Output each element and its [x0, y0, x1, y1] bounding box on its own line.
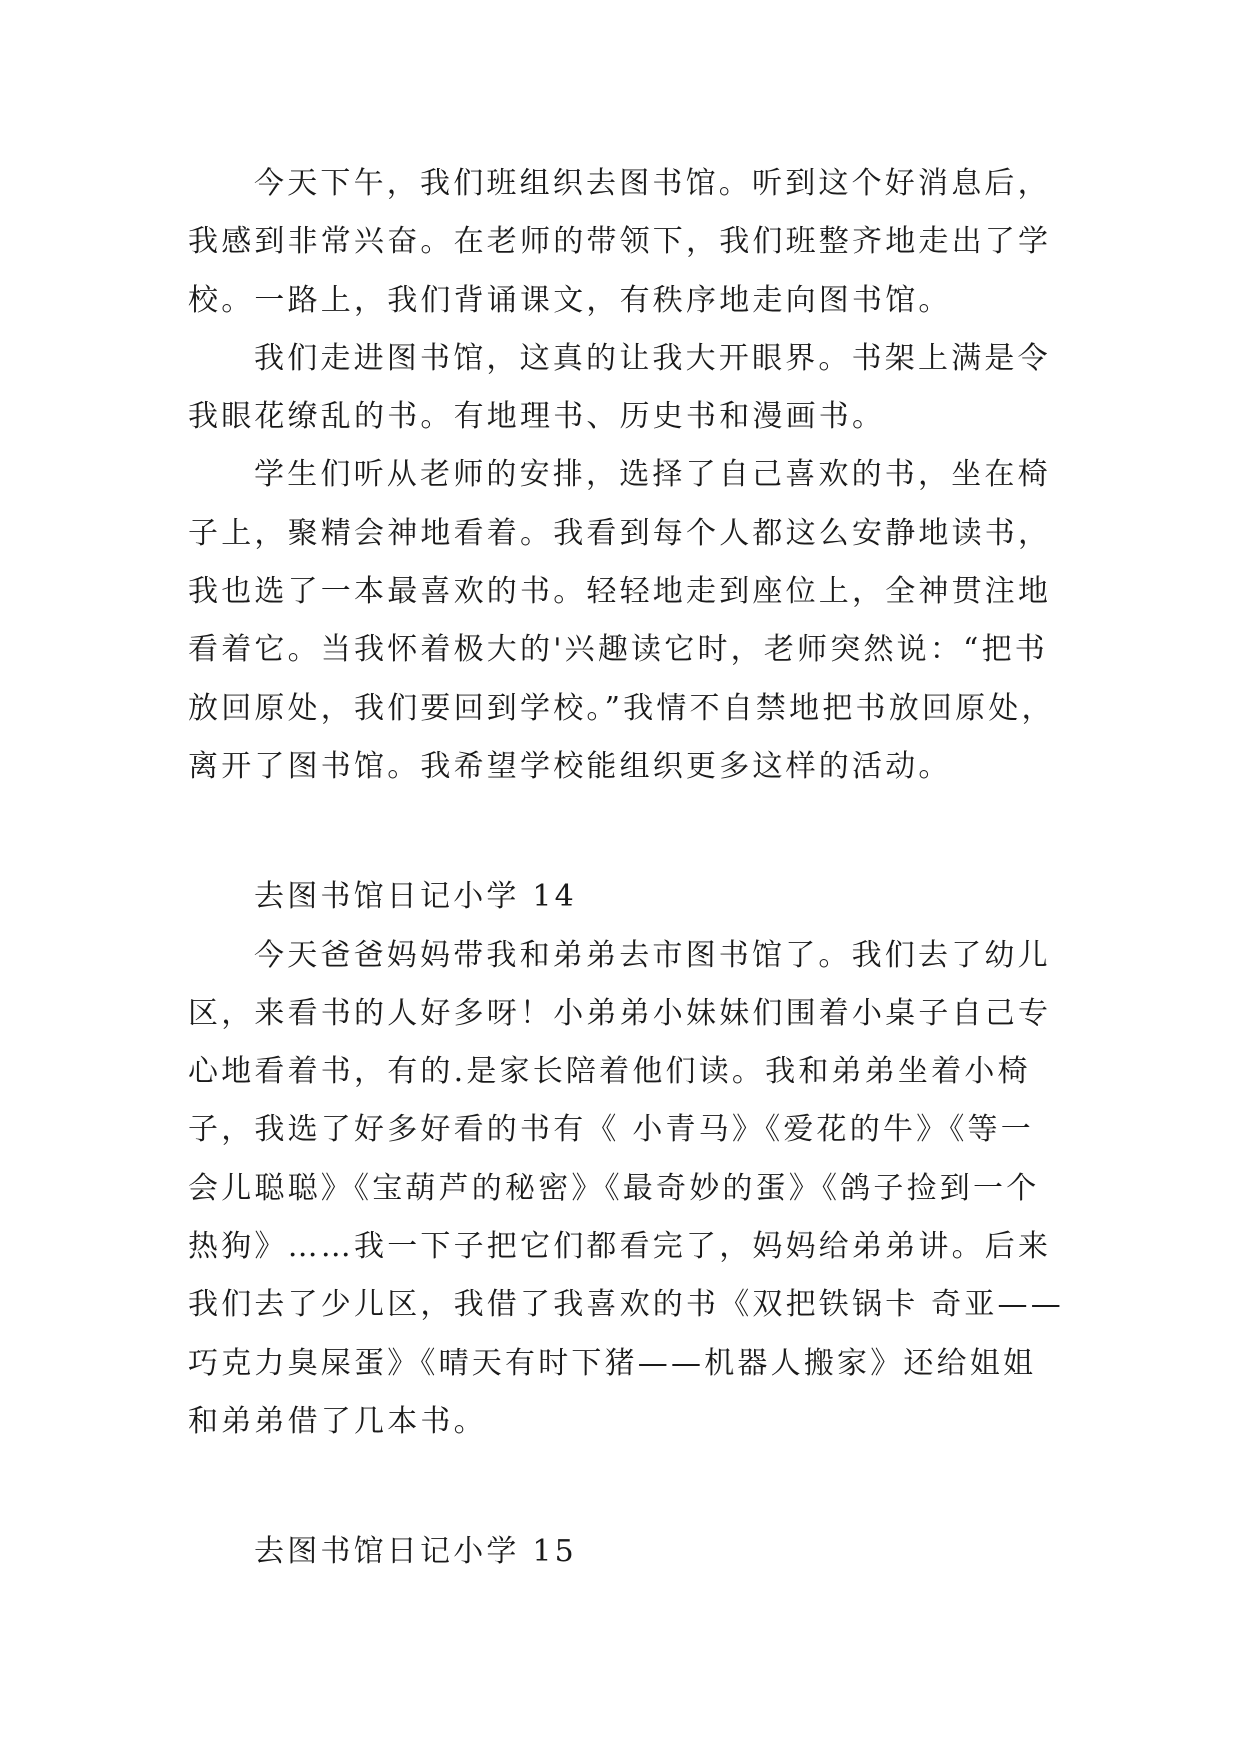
- text-line: 看着它。当我怀着极大的'兴趣读它时，老师突然说：“把书: [188, 632, 1048, 668]
- text-line: 离开了图书馆。我希望学校能组织更多这样的活动。: [188, 748, 952, 784]
- section-gap: [188, 796, 1058, 868]
- text-line: 心地看着书，有的.是家长陪着他们读。我和弟弟坐着小椅: [188, 1054, 1031, 1090]
- paragraph-city-library: [188, 927, 1064, 1452]
- text-line: 巧克力臭屎蛋》《晴天有时下猪——机器人搬家》还给姐姐: [188, 1345, 1037, 1381]
- text-line: 和弟弟借了几本书。: [188, 1403, 487, 1439]
- document-page: [188, 155, 1064, 1582]
- paragraph-library-trip: [188, 155, 1058, 330]
- text-line: 热狗》……我一下子把它们都看完了，妈妈给弟弟讲。后来: [188, 1229, 1052, 1265]
- text-line: 我也选了一本最喜欢的书。轻轻地走到座位上，全神贯注地: [188, 574, 1052, 610]
- text-line: 今天爸爸妈妈带我和弟弟去市图书馆了。我们去了幼儿: [254, 937, 1051, 973]
- text-line: 我们走进图书馆，这真的让我大开眼界。书架上满是令: [254, 340, 1051, 376]
- text-line: 学生们听从老师的安排，选择了自己喜欢的书，坐在椅: [254, 457, 1051, 493]
- section-gap: [188, 1451, 1058, 1523]
- section-heading-15: 去图书馆日记小学 15: [254, 1534, 577, 1570]
- section-heading-14: 去图书馆日记小学 14: [254, 879, 577, 915]
- text-line: 区，来看书的人好多呀！小弟弟小妹妹们围着小桌子自己专: [188, 995, 1052, 1031]
- paragraph-reading: [188, 446, 1058, 796]
- text-line: 今天下午，我们班组织去图书馆。听到这个好消息后，: [254, 166, 1051, 201]
- text-line: 校。一路上，我们背诵课文，有秩序地走向图书馆。: [188, 282, 952, 318]
- text-line: 放回原处，我们要回到学校。”我情不自禁地把书放回原处，: [188, 690, 1055, 726]
- text-line: 会儿聪聪》《宝葫芦的秘密》《最奇妙的蛋》《鸽子捡到一个: [188, 1170, 1040, 1206]
- text-line: 我感到非常兴奋。在老师的带领下，我们班整齐地走出了学: [188, 224, 1052, 260]
- text-line: 我们去了少儿区，我借了我喜欢的书《双把铁锅卡 奇亚——: [188, 1287, 1064, 1323]
- text-line: 子上，聚精会神地看着。我看到每个人都这么安静地读书，: [188, 515, 1052, 551]
- text-line: 我眼花缭乱的书。有地理书、历史书和漫画书。: [188, 399, 886, 435]
- text-line: 子，我选了好多好看的书有《 小青马》《爱花的牛》《等一: [188, 1112, 1034, 1148]
- paragraph-entering-library: [188, 330, 1058, 447]
